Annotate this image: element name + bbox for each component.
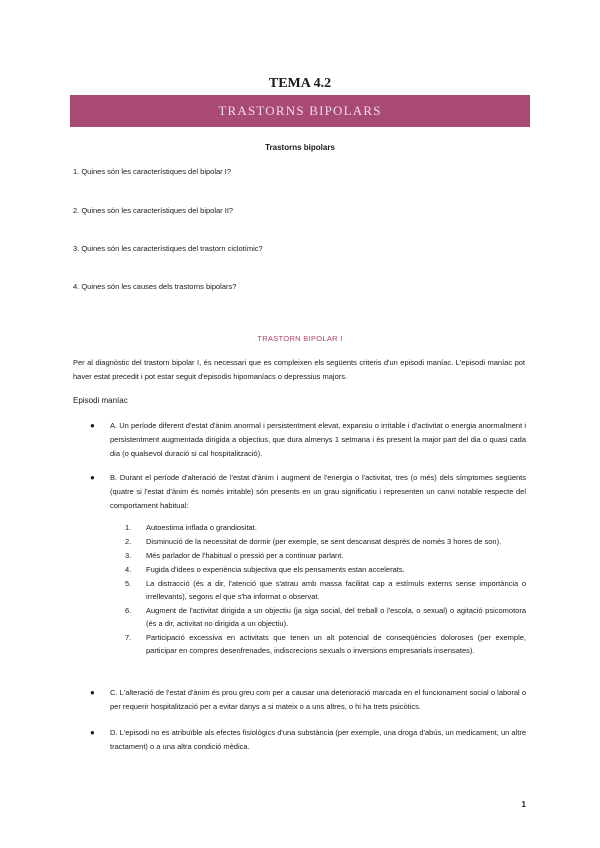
page-subtitle: Trastorns bipolars xyxy=(265,143,335,152)
topic-number: TEMA 4.2 xyxy=(268,76,332,91)
episode-heading: Episodi maníac xyxy=(73,396,128,405)
symptom-list xyxy=(125,521,526,658)
page-number: 1 xyxy=(521,800,526,809)
list-item: 4. Fugida d'idees o experiència subjectiva que els pensaments estan accelerats. xyxy=(125,565,405,574)
criterion-b-text: B. Durant el període d'alteració de l'estat d'ànim i augment de l'energia o l'activitat, tres (o més) dels símptomes següents (quatre si l'estat d'ànim és només irritable) són presents en un grau significatiu i representen un canvi notable respecte del comportament habitual: xyxy=(110,473,526,510)
bullet-icon: ● xyxy=(90,473,95,482)
criterion-a-text: A. Un període diferent d'estat d'ànim anormal i persistentment elevat, expansiu o irritable i d'activitat o energia anormalment i persistentment augmentada dirigida a objectius, que dura almenys 1 setmana i és present la major part del dia o quasi cada dia (o qualsevol duració si cal hospitalització). xyxy=(110,421,526,458)
intro-paragraph: Per al diagnòstic del trastorn bipolar I, és necessari que es compleixen els següents criteris d'un episodi maníac. L'episodi maníac pot haver estat precedit i pot estar seguit d'episodis hipomaníacs o depressius majors. xyxy=(73,358,525,381)
criterion-c xyxy=(90,686,526,714)
question-1: 1. Quines són les característiques del bipolar I? xyxy=(73,167,232,176)
question-2: 2. Quines són les característiques del bipolar II? xyxy=(73,206,234,215)
list-item: 3. Més parlador de l'habitual o pressió per a continuar parlant. xyxy=(125,551,344,560)
question-4: 4. Quines són les causes dels trastorns bipolars? xyxy=(73,282,237,291)
list-item: 7. Participació excessiva en activitats que tenen un alt potencial de conseqüències doloroses (per exemple, participar en compres desenfrenades, indiscrecions sexuals o inversions empresarials insensates). xyxy=(125,633,526,655)
title-banner: TRASTORNS BIPOLARS xyxy=(70,95,530,127)
bullet-icon: ● xyxy=(90,688,95,697)
bullet-icon: ● xyxy=(90,728,95,737)
criterion-b xyxy=(90,471,526,513)
criterion-c-text: C. L'alteració de l'estat d'ànim és prou greu com per a causar una deterioració marcada en el funcionament social o laboral o per requerir hospitalització per a evitar danys a si mateix o a uns altres, o hi ha trets psicòtics. xyxy=(110,688,526,711)
list-item: 6. Augment de l'activitat dirigida a un objectiu (ja siga social, del treball o l'escola, o sexual) o agitació psicomotora (és a dir, activitat no dirigida a un objectiu). xyxy=(125,606,526,628)
list-item: 2. Disminució de la necessitat de dormir (per exemple, se sent descansat després de només 3 hores de son). xyxy=(125,537,502,546)
criterion-d xyxy=(90,726,526,754)
section-title: TRASTORN BIPOLAR I xyxy=(257,334,343,343)
list-item: 5. La distracció (és a dir, l'atenció que s'atrau amb massa facilitat cap a estímuls externs sense importància o irrellevants), segons el que s'ha informat o observat. xyxy=(125,579,526,601)
question-3: 3. Quines són les característiques del trastorn ciclotímic? xyxy=(73,244,263,253)
bullet-icon: ● xyxy=(90,421,95,430)
criterion-a xyxy=(90,419,526,461)
criterion-d-text: D. L'episodi no es atribuïble als efectes fisiològics d'una substància (per exemple, una droga d'abús, un medicament, un altre tractament) o a una altra condició mèdica. xyxy=(110,728,526,751)
list-item: 1. Autoestima inflada o grandiositat. xyxy=(125,523,257,532)
